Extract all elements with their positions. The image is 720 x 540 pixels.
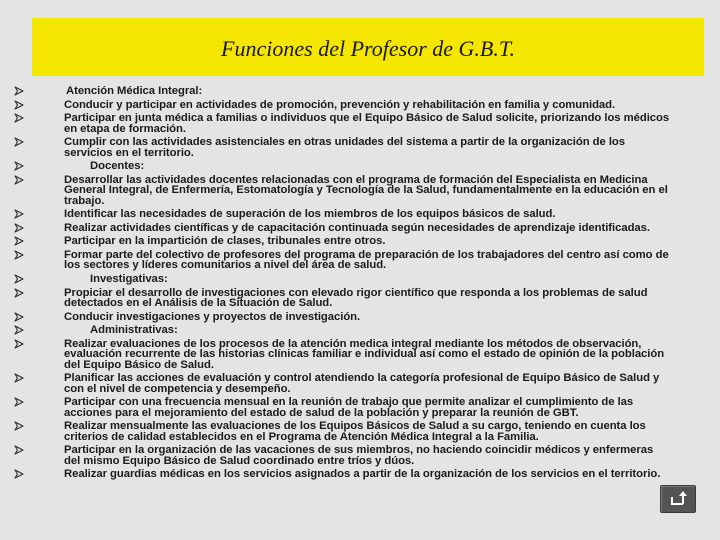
list-item (14, 397, 670, 418)
arrowhead-bullet-icon (14, 312, 26, 322)
item-text: Conducir y participar en actividades de promoción, prevención y rehabilitación en familia y comunidad. (64, 98, 616, 111)
list-item (14, 161, 670, 171)
list-item (14, 339, 670, 370)
section-heading: Docentes: (90, 160, 145, 173)
list-item (14, 223, 670, 233)
list-item (14, 113, 670, 134)
list-item (14, 373, 670, 394)
item-text: Participar con una frecuencia mensual en la reunión de trabajo que permite analizar el cumplimiento de las acciones para el mejoramiento del estado de salud de la población y preparar la reunión de GBT. (64, 396, 634, 419)
list-item (14, 274, 670, 284)
item-text: Participar en la impartición de clases, tribunales entre otros. (64, 235, 386, 248)
section-heading: Atención Médica Integral: (66, 85, 203, 97)
item-text: Planificar las acciones de evaluación y control atendiendo la categoría profesional de Equipo Básico de Salud y con el nivel de competencia y desempeño. (64, 372, 660, 395)
list-item (14, 312, 670, 322)
item-text: Participar en junta médica a familias o individuos que el Equipo Básico de Salud solicite, priorizando los médicos en etapa de formación. (64, 112, 670, 135)
arrowhead-bullet-icon (14, 274, 26, 284)
functions-list (14, 86, 670, 483)
item-text: Realizar evaluaciones de los procesos de la atención medica integral mediante los métodos de observación, evaluación recurrente de las historias clínicas familiar e individual así como el estado de opinión de la población del Equipo Básico de Salud. (64, 337, 665, 371)
list-item (14, 288, 670, 309)
arrowhead-bullet-icon (14, 175, 26, 185)
arrowhead-bullet-icon (14, 250, 26, 260)
arrowhead-bullet-icon (14, 339, 26, 349)
list-item (14, 445, 670, 466)
list-item (14, 175, 670, 206)
arrowhead-bullet-icon (14, 325, 26, 335)
item-text: Identificar las necesidades de superación de los miembros de los equipos básicos de salud. (64, 208, 556, 221)
arrowhead-bullet-icon (14, 223, 26, 233)
return-arrow-icon (668, 490, 688, 508)
list-item (14, 209, 670, 219)
title-banner (32, 18, 704, 76)
arrowhead-bullet-icon (14, 113, 26, 123)
list-item (14, 86, 670, 96)
list-item (14, 421, 670, 442)
return-button[interactable] (660, 485, 696, 513)
item-text: Participar en la organización de las vacaciones de sus miembros, no haciendo coincidir médicos y enfermeras del mismo Equipo Básico de Salud coordinado entre tríos y dúos. (64, 444, 654, 467)
arrowhead-bullet-icon (14, 373, 26, 383)
item-text: Realizar mensualmente las evaluaciones de los Equipos Básicos de Salud a su cargo, teniendo en cuenta los criterios de calidad establecidos en el Programa de Atención Médica Integral a la Familia. (64, 420, 646, 443)
list-item (14, 250, 670, 271)
list-item (14, 325, 670, 335)
section-heading: Investigativas: (90, 272, 168, 285)
list-item (14, 469, 670, 479)
arrowhead-bullet-icon (14, 445, 26, 455)
item-text: Formar parte del colectivo de profesores del programa de preparación de los trabajadores del centro así como de los sectores y líderes comunitarios a nivel del área de salud. (64, 248, 669, 272)
page-title: Funciones del Profesor de G.B.T. (221, 36, 515, 61)
item-text: Conducir investigaciones y proyectos de investigación. (64, 310, 361, 323)
arrowhead-bullet-icon (14, 161, 26, 171)
list-item (14, 100, 670, 110)
item-text: Cumplir con las actividades asistenciales en otras unidades del sistema a partir de la organización de los servicios en el territorio. (64, 136, 626, 159)
arrowhead-bullet-icon (14, 421, 26, 431)
section-heading: Administrativas: (90, 324, 178, 337)
list-item (14, 236, 670, 246)
item-text: Realizar actividades científicas y de capacitación continuada según necesidades de aprendizaje identificadas. (64, 221, 650, 234)
arrowhead-bullet-icon (14, 137, 26, 147)
arrowhead-bullet-icon (14, 469, 26, 479)
arrowhead-bullet-icon (14, 100, 26, 110)
arrowhead-bullet-icon (14, 397, 26, 407)
item-text: Propiciar el desarrollo de investigaciones con elevado rigor científico que responda a los problemas de salud detectados en el Análisis de la Situación de Salud. (64, 286, 648, 309)
arrowhead-bullet-icon (14, 236, 26, 246)
item-text: Realizar guardias médicas en los servicios asignados a partir de la organización de los servicios en el territorio. (64, 468, 661, 481)
arrowhead-bullet-icon (14, 209, 26, 219)
arrowhead-bullet-icon (14, 288, 26, 298)
arrowhead-bullet-icon (14, 86, 26, 96)
item-text: Desarrollar las actividades docentes relacionadas con el programa de formación del Especialista en Medicina General Integral, de Enfermería, Estomatología y Tecnología de la Salud, fundamentalmente en la educación en el trabajo. (64, 173, 668, 207)
list-item (14, 137, 670, 158)
